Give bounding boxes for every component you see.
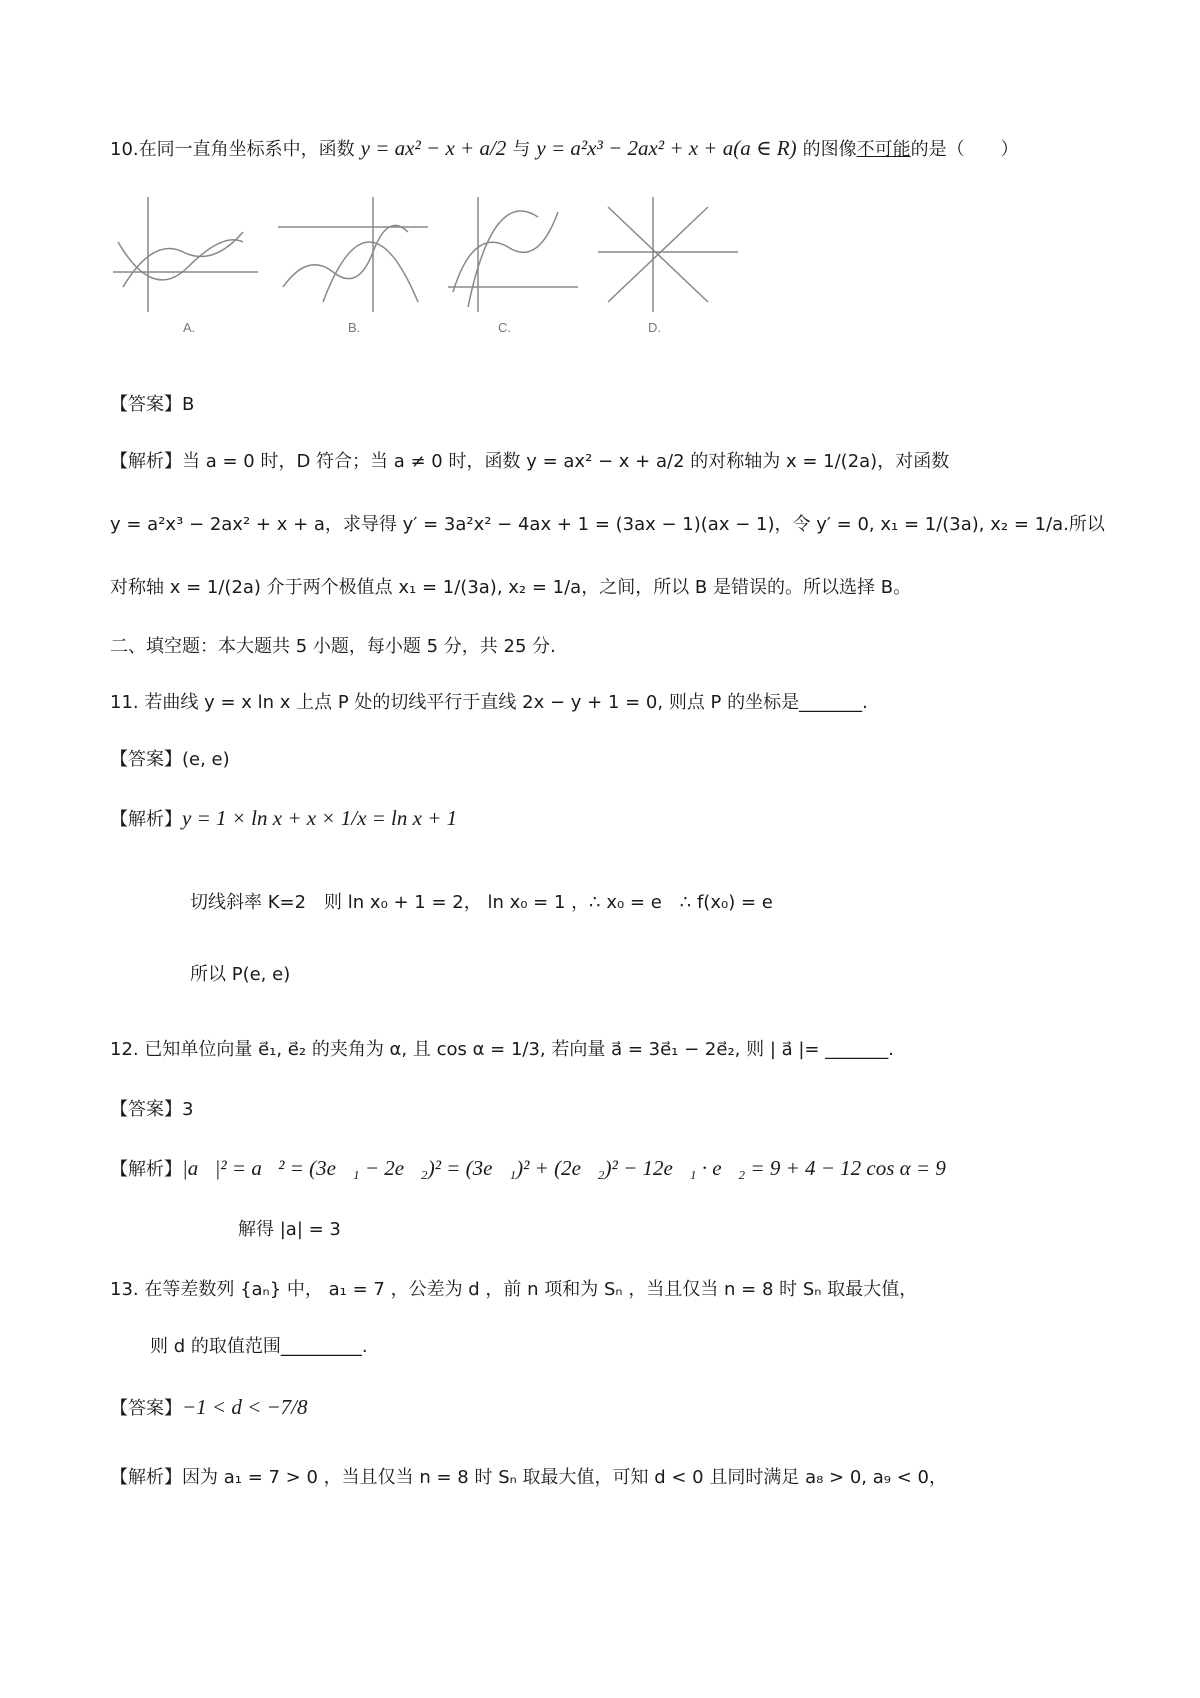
q11-stem-text: 11. 若曲线 y = x ln x 上点 P 处的切线平行于直线 2x − y + 1 = 0, 则点 P 的坐标是_______. bbox=[110, 692, 868, 713]
q10-analysis-2 bbox=[110, 515, 1105, 534]
figure-label-c: C. bbox=[498, 320, 511, 335]
q12-analysis-text-1: |a⃗|² = a⃗² = (3e⃗₁ − 2e⃗₂)² = (3e⃗₁)² + (2e⃗₂)² − 12e⃗₁ · e⃗₂ = 9 + 4 − 12 cos α = 9 bbox=[182, 1156, 946, 1180]
q10-stem bbox=[110, 138, 1019, 159]
answer-tag: 【答案】 bbox=[110, 394, 182, 415]
q10-analysis-text-1: 当 a = 0 时，D 符合；当 a ≠ 0 时，函数 y = ax² − x + a/2 的对称轴为 x = 1/(2a)，对函数 bbox=[182, 451, 950, 472]
q10-answer-line bbox=[110, 395, 194, 414]
q11-analysis-text-1: y = 1 × ln x + x × 1/x = ln x + 1 bbox=[182, 806, 458, 830]
figure-a bbox=[113, 197, 258, 312]
q10-func1: y = ax² − x + a/2 bbox=[360, 136, 507, 160]
section-heading bbox=[110, 637, 556, 656]
figure-b bbox=[278, 197, 428, 312]
q11-analysis-3 bbox=[190, 965, 290, 984]
q11-answer-line bbox=[110, 750, 230, 769]
figure-c bbox=[448, 197, 578, 312]
figure-label-a: A. bbox=[183, 320, 196, 335]
answer-tag: 【答案】 bbox=[110, 1099, 182, 1120]
q10-analysis-text-2: y = a²x³ − 2ax² + x + a，求导得 y′ = 3a²x² − 4ax + 1 = (3ax − 1)(ax − 1)，令 y′ = 0, x₁ = 1/(3a), x₂ = 1/a.所以 bbox=[110, 514, 1105, 535]
figure-label-b: B. bbox=[348, 320, 361, 335]
q12-analysis-text-2: 解得 |a| = 3 bbox=[238, 1219, 341, 1240]
q10-stem-mid: 与 bbox=[512, 139, 531, 160]
q11-answer: (e, e) bbox=[182, 749, 230, 770]
figure-label-d: D. bbox=[648, 320, 661, 335]
q13-answer: −1 < d < −7/8 bbox=[182, 1395, 308, 1419]
q11-analysis-2 bbox=[190, 893, 773, 912]
q10-analysis-3 bbox=[110, 578, 911, 597]
q12-answer-line bbox=[110, 1100, 193, 1119]
q12-stem-text: 12. 已知单位向量 e⃗₁, e⃗₂ 的夹角为 α, 且 cos α = 1/3, 若向量 a⃗ = 3e⃗₁ − 2e⃗₂, 则 | a⃗ |= _______. bbox=[110, 1039, 894, 1060]
q10-func2: y = a²x³ − 2ax² + x + a(a ∈ R) bbox=[536, 136, 797, 160]
q12-analysis-2 bbox=[238, 1220, 341, 1239]
q10-stem-underline: 不可能 bbox=[856, 139, 911, 160]
q10-analysis-text-3: 对称轴 x = 1/(2a) 介于两个极值点 x₁ = 1/(3a), x₂ = 1/a，之间，所以 B 是错误的。所以选择 B。 bbox=[110, 577, 912, 598]
q13-analysis-1 bbox=[110, 1468, 947, 1487]
q13-answer-line bbox=[110, 1397, 308, 1418]
q13-stem-1 bbox=[110, 1280, 917, 1299]
q13-analysis-text-1: 因为 a₁ = 7 > 0 ，当且仅当 n = 8 时 Sₙ 取最大值，可知 d < 0 且同时满足 a₈ > 0, a₉ < 0， bbox=[182, 1467, 947, 1488]
q10-figures bbox=[108, 192, 748, 352]
q11-analysis-text-3: 所以 P(e, e) bbox=[190, 964, 291, 985]
q10-stem-prefix: 10.在同一直角坐标系中，函数 bbox=[110, 139, 355, 160]
q10-analysis-1 bbox=[110, 452, 949, 471]
q13-stem-2 bbox=[150, 1337, 368, 1356]
q12-stem bbox=[110, 1040, 894, 1059]
analysis-tag: 【解析】 bbox=[110, 1159, 182, 1180]
analysis-tag: 【解析】 bbox=[110, 451, 182, 472]
q11-stem bbox=[110, 693, 868, 712]
q12-analysis-1 bbox=[110, 1158, 946, 1179]
section2-title: 二、填空题：本大题共 5 小题，每小题 5 分，共 25 分. bbox=[110, 636, 556, 657]
q11-analysis-1 bbox=[110, 808, 457, 829]
analysis-tag: 【解析】 bbox=[110, 1467, 182, 1488]
answer-tag: 【答案】 bbox=[110, 1398, 182, 1419]
figure-d bbox=[598, 197, 738, 312]
q10-stem-suffix: 的图像 bbox=[802, 139, 857, 160]
q12-answer: 3 bbox=[182, 1099, 194, 1120]
analysis-tag: 【解析】 bbox=[110, 809, 182, 830]
q11-analysis-text-2: 切线斜率 K=2 则 ln x₀ + 1 = 2， ln x₀ = 1 ，∴ x₀ = e ∴ f(x₀) = e bbox=[190, 892, 773, 913]
q13-stem-text-1: 13. 在等差数列 {aₙ} 中， a₁ = 7 ，公差为 d ，前 n 项和为 Sₙ ，当且仅当 n = 8 时 Sₙ 取最大值， bbox=[110, 1279, 918, 1300]
q13-stem-text-2: 则 d 的取值范围_________. bbox=[150, 1336, 368, 1357]
q10-answer: B bbox=[182, 394, 195, 415]
q10-stem-end: 的是（ ） bbox=[910, 139, 1019, 160]
answer-tag: 【答案】 bbox=[110, 749, 182, 770]
